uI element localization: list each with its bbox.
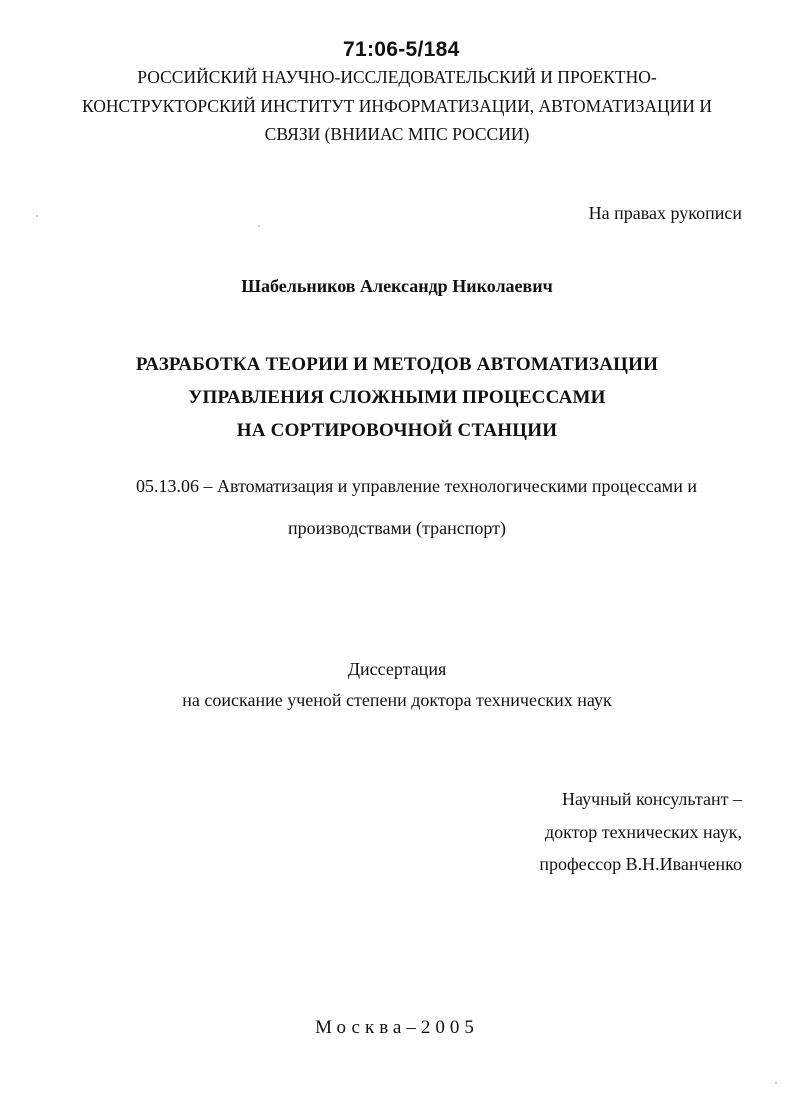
title-line-3: НА СОРТИРОВОЧНОЙ СТАНЦИИ: [236, 420, 558, 441]
degree-line: на соискание ученой степени доктора технических наук: [182, 690, 612, 710]
archive-stamp: 71:06-5/184: [343, 38, 460, 61]
city-year: Москва–2005: [315, 1017, 479, 1038]
author-name: Шабельников Александр Николаевич: [241, 276, 553, 296]
specialty-line-2: производствами (транспорт): [288, 518, 506, 538]
scan-speck: [258, 225, 260, 227]
organization-line-1: РОССИЙСКИЙ НАУЧНО-ИССЛЕДОВАТЕЛЬСКИЙ И ПРОЕКТНО-: [137, 67, 657, 87]
consultant-line-3: профессор В.Н.Иванченко: [539, 854, 742, 874]
scan-speck: [36, 215, 38, 217]
specialty-line-1: 05.13.06 – Автоматизация и управление технологическими процессами и: [136, 476, 697, 496]
rights-note: На правах рукописи: [588, 203, 742, 223]
consultant-line-1: Научный консультант –: [562, 789, 742, 809]
title-line-2: УПРАВЛЕНИЯ СЛОЖНЫМИ ПРОЦЕССАМИ: [188, 387, 606, 408]
organization-line-3: СВЯЗИ (ВНИИАС МПС РОССИИ): [264, 124, 530, 144]
dissertation-label: Диссертация: [347, 659, 447, 679]
consultant-line-2: доктор технических наук,: [545, 822, 742, 842]
title-line-1: РАЗРАБОТКА ТЕОРИИ И МЕТОДОВ АВТОМАТИЗАЦИИ: [135, 354, 659, 375]
scan-speck: [775, 1082, 777, 1084]
organization-line-2: КОНСТРУКТОРСКИЙ ИНСТИТУТ ИНФОРМАТИЗАЦИИ, АВТОМАТИЗАЦИИ И: [82, 96, 712, 116]
